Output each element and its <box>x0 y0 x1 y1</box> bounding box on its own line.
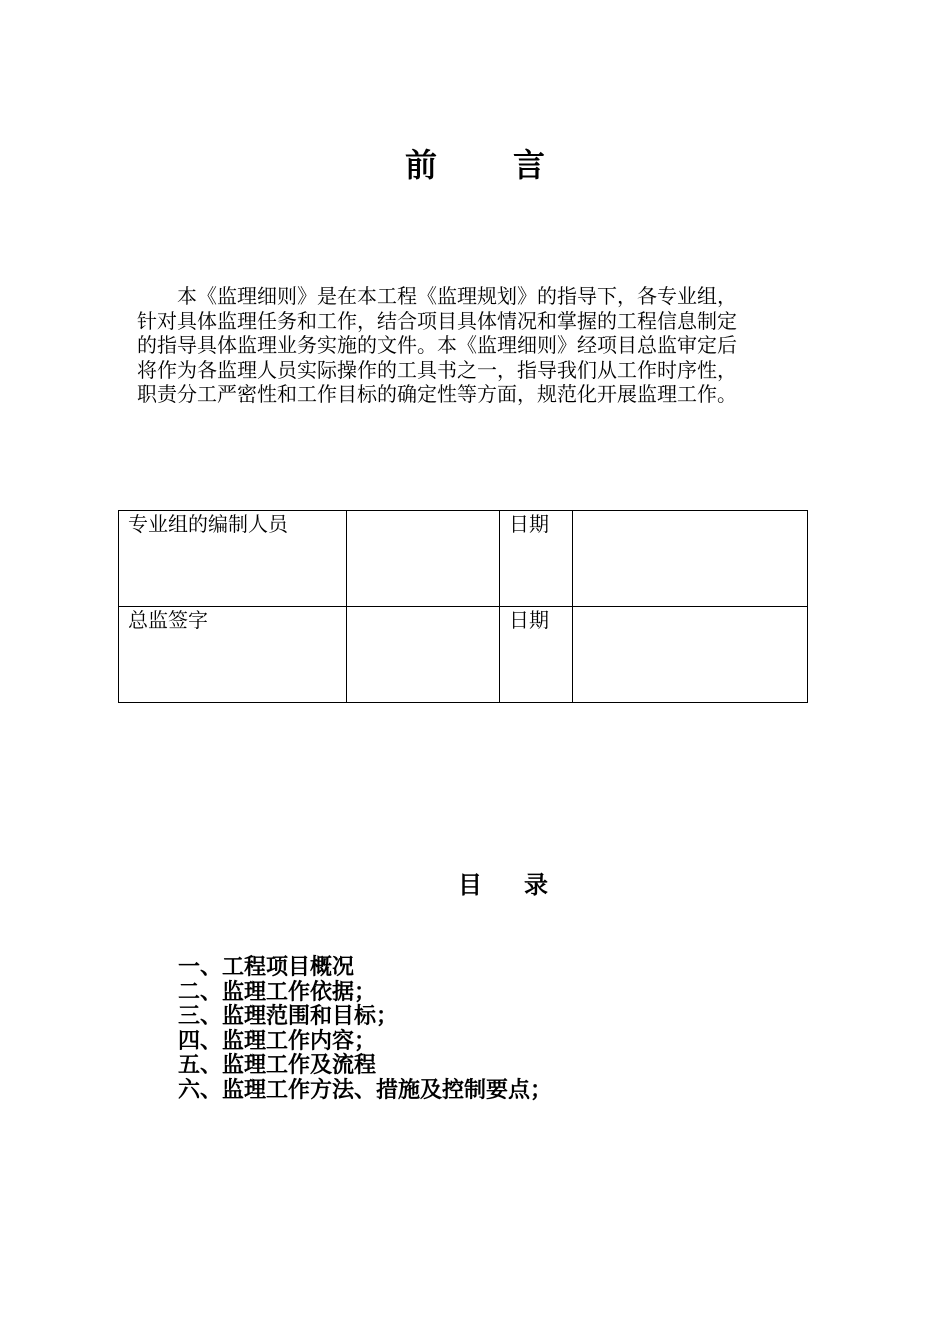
toc-item: 三、监理范围和目标； <box>178 1003 399 1029</box>
preface-line: 本《监理细则》是在本工程《监理规划》的指导下，各专业组， <box>137 284 737 308</box>
date-value-cell <box>573 607 808 703</box>
preface-title <box>0 140 950 186</box>
toc-item: 二、监理工作依据； <box>178 978 377 1005</box>
chief-signature-cell <box>347 607 500 703</box>
toc-item: 四、监理工作内容； <box>178 1027 377 1054</box>
toc-list <box>178 955 552 1102</box>
toc-title-char-2: 录 <box>524 870 548 899</box>
preface-title-char-2: 言 <box>513 146 546 184</box>
preface-line: 针对具体监理任务和工作，结合项目具体情况和掌握的工程信息制定 <box>137 308 737 333</box>
signature-table <box>118 510 808 703</box>
preface-paragraph <box>137 284 813 407</box>
compiler-signature-cell <box>347 511 500 607</box>
date-label-cell: 日期 <box>500 607 573 703</box>
toc-title-char-1: 目 <box>458 870 482 899</box>
preface-title-char-1: 前 <box>404 146 437 184</box>
toc-item: 五、监理工作及流程 <box>178 1052 377 1078</box>
date-label-cell: 日期 <box>500 511 573 607</box>
toc-title <box>0 865 950 900</box>
date-value-cell <box>573 511 808 607</box>
toc-item: 一、工程项目概况 <box>178 954 355 980</box>
preface-line: 的指导具体监理业务实施的文件。本《监理细则》经项目总监审定后 <box>137 333 737 357</box>
chief-signature-label-cell: 总监签字 <box>119 607 347 703</box>
table-row <box>119 511 808 607</box>
preface-line: 将作为各监理人员实际操作的工具书之一，指导我们从工作时序性， <box>137 357 737 382</box>
preface-line: 职责分工严密性和工作目标的确定性等方面，规范化开展监理工作。 <box>137 382 737 406</box>
compiler-label-cell: 专业组的编制人员 <box>119 511 347 607</box>
table-row <box>119 607 808 703</box>
toc-item: 六、监理工作方法、措施及控制要点； <box>178 1076 553 1103</box>
